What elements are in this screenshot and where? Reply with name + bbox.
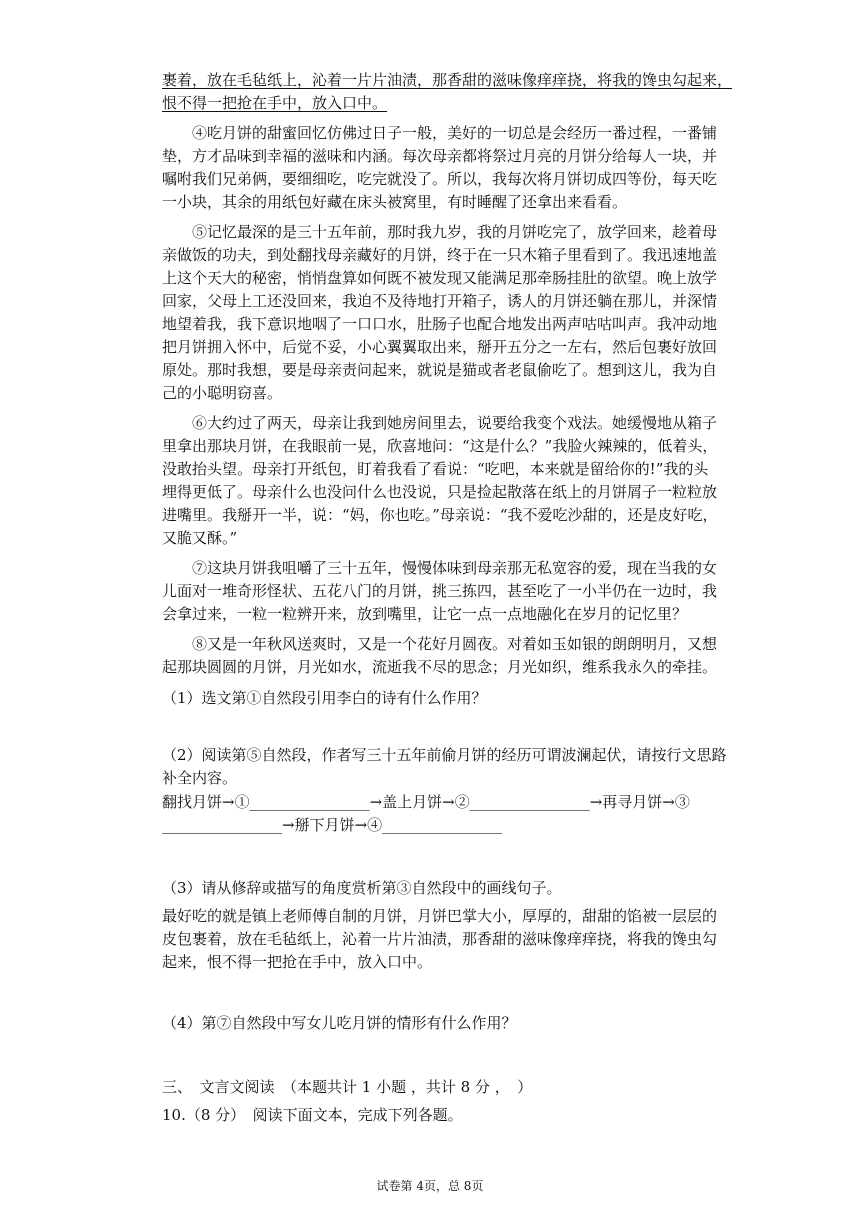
paragraph-6-line: ⑥大约过了两天，母亲让我到她房间里去，说要给我变个戏法。她缓慢地从箱子 xyxy=(162,414,718,432)
question-3: （3）请从修辞或描写的角度赏析第③自然段中的画线句子。 xyxy=(162,879,562,897)
paragraph-4-line: 一小块，其余的用纸包好藏在床头被窝里，有时睡醒了还拿出来看看。 xyxy=(162,193,628,211)
paragraph-5-line: 地望着我，我下意识地咽了一口口水，肚肠子也配合地发出两声咕咕叫声。我冲动地 xyxy=(162,315,718,333)
paragraph-8-line: ⑧又是一年秋风送爽时，又是一个花好月圆夜。对着如玉如银的朗朗明月，又想 xyxy=(162,635,718,653)
underlined-sentence-line: 裹着，放在毛毡纸上，沁着一片片油渍，那香甜的滋味像痒痒挠，将我的馋虫勾起来， xyxy=(162,71,733,89)
paragraph-5-line: ⑤记忆最深的是三十五年前，那时我九岁，我的月饼吃完了，放学回来，趁着母 xyxy=(162,223,718,241)
question-2-blanks: ________________→掰下月饼→④________________ xyxy=(162,816,503,834)
paragraph-4-line: 垫，方才品味到幸福的滋味和内涵。每次母亲都将祭过月亮的月饼分给每人一块，并 xyxy=(162,147,718,165)
paragraph-6-line: 又脆又酥。” xyxy=(162,529,238,547)
paragraph-6-line: 里拿出那块月饼，在我眼前一晃，欣喜地问：“这是什么？”我脸火辣辣的，低着头， xyxy=(162,437,718,455)
question-4: （4）第⑦自然段中写女儿吃月饼的情形有什么作用？ xyxy=(162,1014,517,1032)
paragraph-6-line: 埋得更低了。母亲什么也没问什么也没说，只是捡起散落在纸上的月饼屑子一粒粒放 xyxy=(162,483,718,501)
quoted-sentence-line: 起来，恨不得一把抢在手中，放入口中。 xyxy=(162,953,433,971)
paragraph-5-line: 把月饼拥入怀中，后觉不妥，小心翼翼取出来，掰开五分之一左右，然后包裹好放回 xyxy=(162,338,718,356)
paragraph-6-line: 进嘴里。我掰开一半，说：“妈，你也吃。”母亲说：“我不爱吃沙甜的，还是皮好吃， xyxy=(162,506,718,524)
paragraph-5-line: 原处。那时我想，要是母亲责问起来，就说是猫或者老鼠偷吃了。想到这儿，我为自 xyxy=(162,361,718,379)
question-2: （2）阅读第⑤自然段，作者写三十五年前偷月饼的经历可谓波澜起伏，请按行文思路 xyxy=(162,746,727,764)
paragraph-5-line: 上这个天大的秘密，悄悄盘算如何既不被发现又能满足那牵肠挂肚的欲望。晚上放学 xyxy=(162,269,718,287)
quoted-sentence-line: 最好吃的就是镇上老师傅自制的月饼，月饼巴掌大小，厚厚的，甜甜的馅被一层层的 xyxy=(162,907,718,925)
underlined-sentence-line: 恨不得一把抢在手中，放入口中。 xyxy=(162,94,388,112)
section-3-heading: 三、 文言文阅读 （本题共计 1 小题 ，共计 8 分 ， ） xyxy=(162,1078,533,1096)
quoted-sentence-line: 皮包裹着，放在毛毡纸上，沁着一片片油渍，那香甜的滋味像痒痒挠，将我的馋虫勾 xyxy=(162,930,718,948)
paragraph-7-line: 儿面对一堆奇形怪状、五花八门的月饼，挑三拣四，甚至吃了一小半仍在一边时，我 xyxy=(162,582,718,600)
paragraph-5-line: 己的小聪明窃喜。 xyxy=(162,384,283,402)
question-2-blanks: 翻找月饼→①________________→盖上月饼→②________________→再寻月饼→③ xyxy=(162,793,690,811)
question-10-heading: 10.（8 分） 阅读下面文本，完成下列各题。 xyxy=(162,1106,463,1124)
paragraph-6-line: 没敢抬头望。母亲打开纸包，盯着我看了看说：“吃吧，本来就是留给你的!”我的头 xyxy=(162,460,709,478)
paragraph-4-line: ④吃月饼的甜蜜回忆仿佛过日子一般，美好的一切总是会经历一番过程，一番铺 xyxy=(162,124,718,142)
paragraph-7-line: 会拿过来，一粒一粒辨开来，放到嘴里，让它一点一点地融化在岁月的记忆里？ xyxy=(162,605,688,623)
paragraph-4-line: 嘱咐我们兄弟俩，要细细吃，吃完就没了。所以，我每次将月饼切成四等份，每天吃 xyxy=(162,170,718,188)
question-2: 补全内容。 xyxy=(162,769,238,787)
paragraph-5-line: 亲做饭的功夫，到处翻找母亲藏好的月饼，终于在一只木箱子里看到了。我迅速地盖 xyxy=(162,246,718,264)
page-footer: 试卷第 4页，总 8页 xyxy=(376,1179,484,1193)
question-1: （1）选文第①自然段引用李白的诗有什么作用？ xyxy=(162,689,487,707)
paragraph-7-line: ⑦这块月饼我咀嚼了三十五年，慢慢体味到母亲那无私宽容的爱，现在当我的女 xyxy=(162,559,718,577)
paragraph-5-line: 回家，父母上工还没回来，我迫不及待地打开箱子，诱人的月饼还躺在那儿，并深情 xyxy=(162,292,718,310)
paragraph-8-line: 起那块圆圆的月饼，月光如水，流逝我不尽的思念；月光如织，维系我永久的牵挂。 xyxy=(162,658,718,676)
